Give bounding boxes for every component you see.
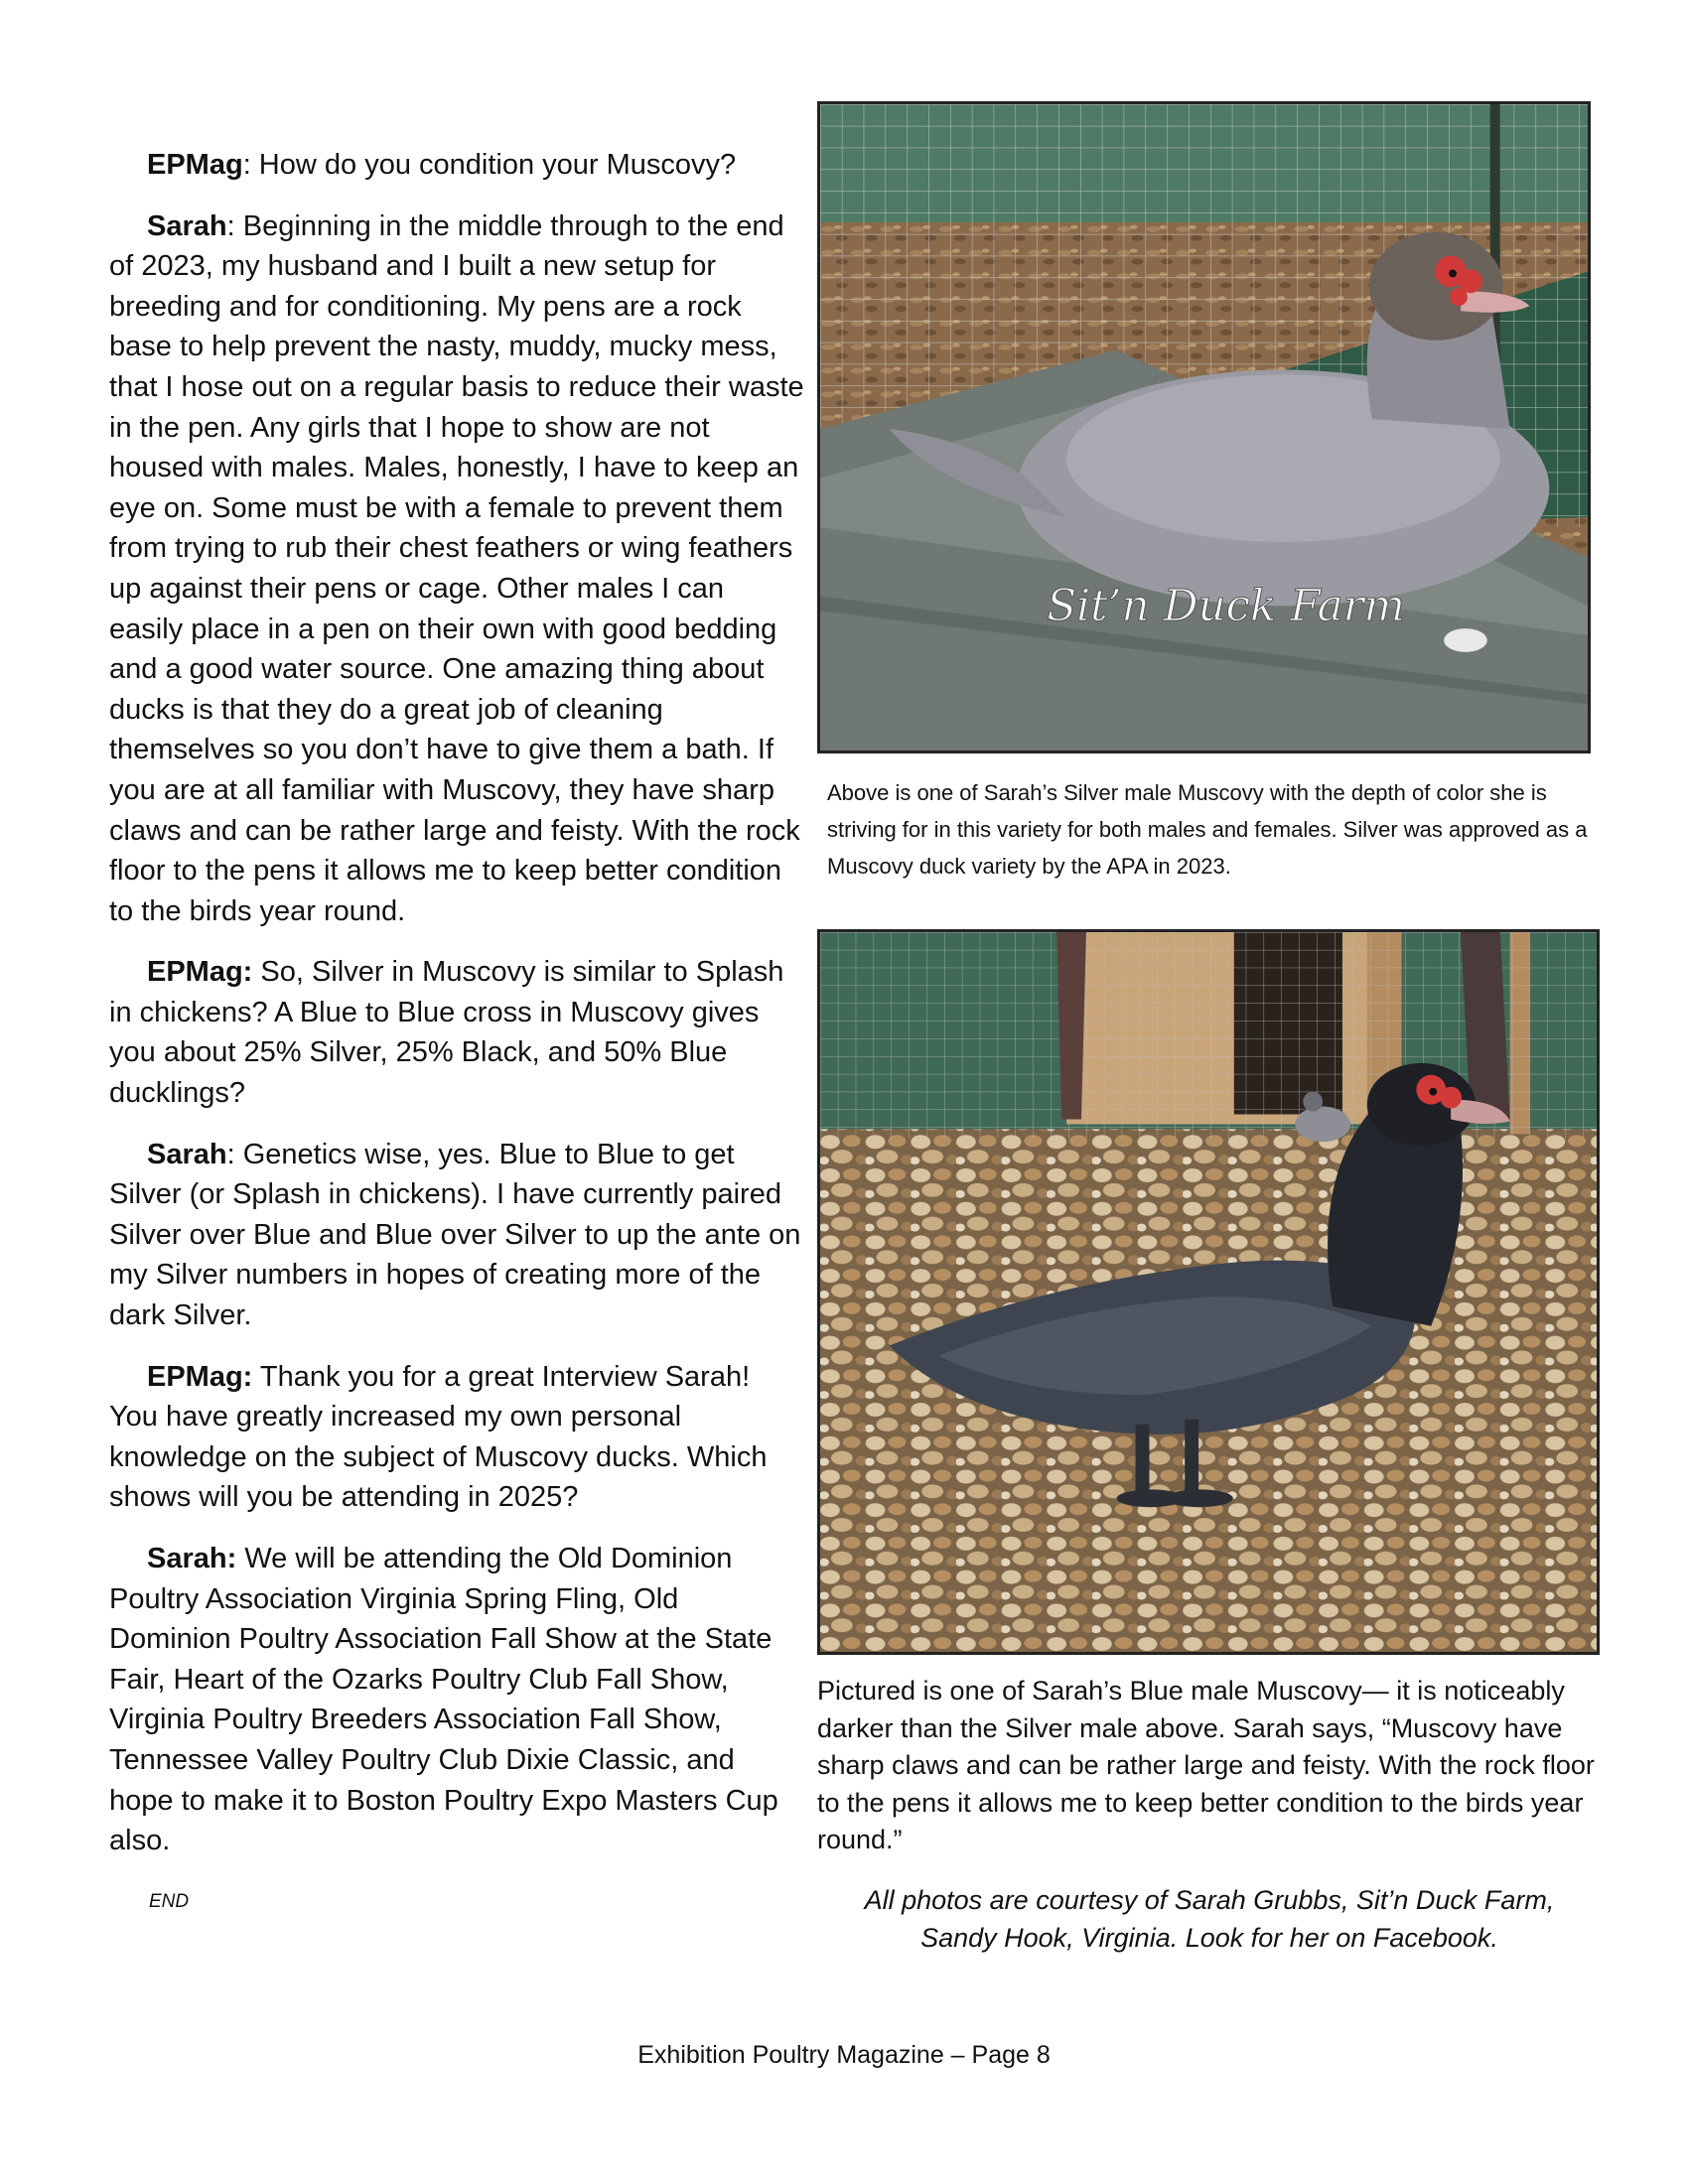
answer-text: We will be attending the Old Dominion Poultry Association Virginia Spring Fling, Old Dominion Poultry Association Fall Show at the State Fair, Heart of the Ozarks Poultry Club Fall Show, Virginia Poultry Breeders Association Fall Show, Tennessee Valley Poultry Club Dixie Classic, and hope to make it to Boston Poultry Expo Masters Cup also. <box>109 1543 778 1857</box>
caption-silver-muscovy: Above is one of Sarah’s Silver male Muscovy with the depth of color she is striving for in this variety for both males and females. Silver was approved as a Muscovy duck variety by the APA in 2023. <box>827 780 1588 879</box>
watermark-text: Sit’n Duck Farm <box>1047 582 1405 632</box>
credit-line-2: Sandy Hook, Virginia. Look for her on Facebook. <box>920 1923 1498 1953</box>
silver-muscovy-photo <box>817 101 1591 753</box>
question-3 <box>109 1357 804 1518</box>
interview-column <box>109 145 804 1922</box>
answer-3 <box>109 1539 804 1861</box>
question-text: Thank you for a great Interview Sarah! You have greatly increased my own personal knowledge on the subject of Muscovy ducks. Which shows will you be attending in 2025? <box>109 1360 768 1514</box>
question-2 <box>109 952 804 1113</box>
answer-2 <box>109 1135 804 1336</box>
question-1 <box>109 145 804 186</box>
separator: : <box>242 149 251 181</box>
blue-muscovy-image <box>820 932 1597 1652</box>
question-text: How do you condition your Muscovy? <box>250 149 737 181</box>
page-footer: Exhibition Poultry Magazine – Page 8 <box>637 2041 1051 2069</box>
speaker-label: EPMag <box>147 149 243 181</box>
credit-line-1: All photos are courtesy of Sarah Grubbs, Sit’n Duck Farm, <box>864 1885 1555 1915</box>
answer-text: Genetics wise, yes. Blue to Blue to get Silver (or Splash in chickens). I have currently paired Silver over Blue and Blue over Silver to up the ante on my Silver numbers in hopes of creating more of the dark Silver. <box>109 1138 801 1332</box>
end-mark: END <box>149 1890 190 1912</box>
speaker-label: EPMag: <box>147 956 253 989</box>
answer-text: Beginning in the middle through to the end of 2023, my husband and I built a new setup for breeding and for conditioning. My pens are a rock base to help prevent the nasty, muddy, mucky mess, that I hose out on a regular basis to reduce their waste in the pen. Any girls that I hope to show are not housed with males. Males, honestly, I have to keep an eye on. Some must be with a female to prevent them from trying to rub their chest feathers or wing feathers up against their pens or cage. Other males I can easily place in a pen on their own with good bedding and a good water source. One amazing thing about ducks is that they do a great job of cleaning themselves so you don’t have to give them a bath. If you are at all familiar with Muscovy, they have sharp claws and can be rather large and feisty. With the rock floor to the pens it allows me to keep better condition to the birds year round. <box>109 209 804 927</box>
silver-muscovy-image <box>820 104 1588 751</box>
caption-blue-muscovy: Pictured is one of Sarah’s Blue male Muscovy— it is noticeably darker than the Silver male above. Sarah says, “Muscovy have sharp claws and can be rather large and feisty. With the rock floor to the pens it allows me to keep better condition to the birds year round.” <box>817 1676 1595 1854</box>
speaker-label: Sarah <box>147 1138 227 1170</box>
question-text: So, Silver in Muscovy is similar to Splash in chickens? A Blue to Blue cross in Muscovy gives you about 25% Silver, 25% Black, and 50% Blue ducklings? <box>109 956 784 1110</box>
answer-1 <box>109 206 804 932</box>
speaker-label: Sarah: <box>147 1543 237 1574</box>
separator: : <box>226 209 235 242</box>
speaker-label: EPMag: <box>147 1360 253 1393</box>
separator: : <box>226 1138 235 1170</box>
speaker-label: Sarah <box>147 209 227 242</box>
photo-credit <box>817 1881 1602 1957</box>
blue-muscovy-photo <box>817 929 1600 1655</box>
